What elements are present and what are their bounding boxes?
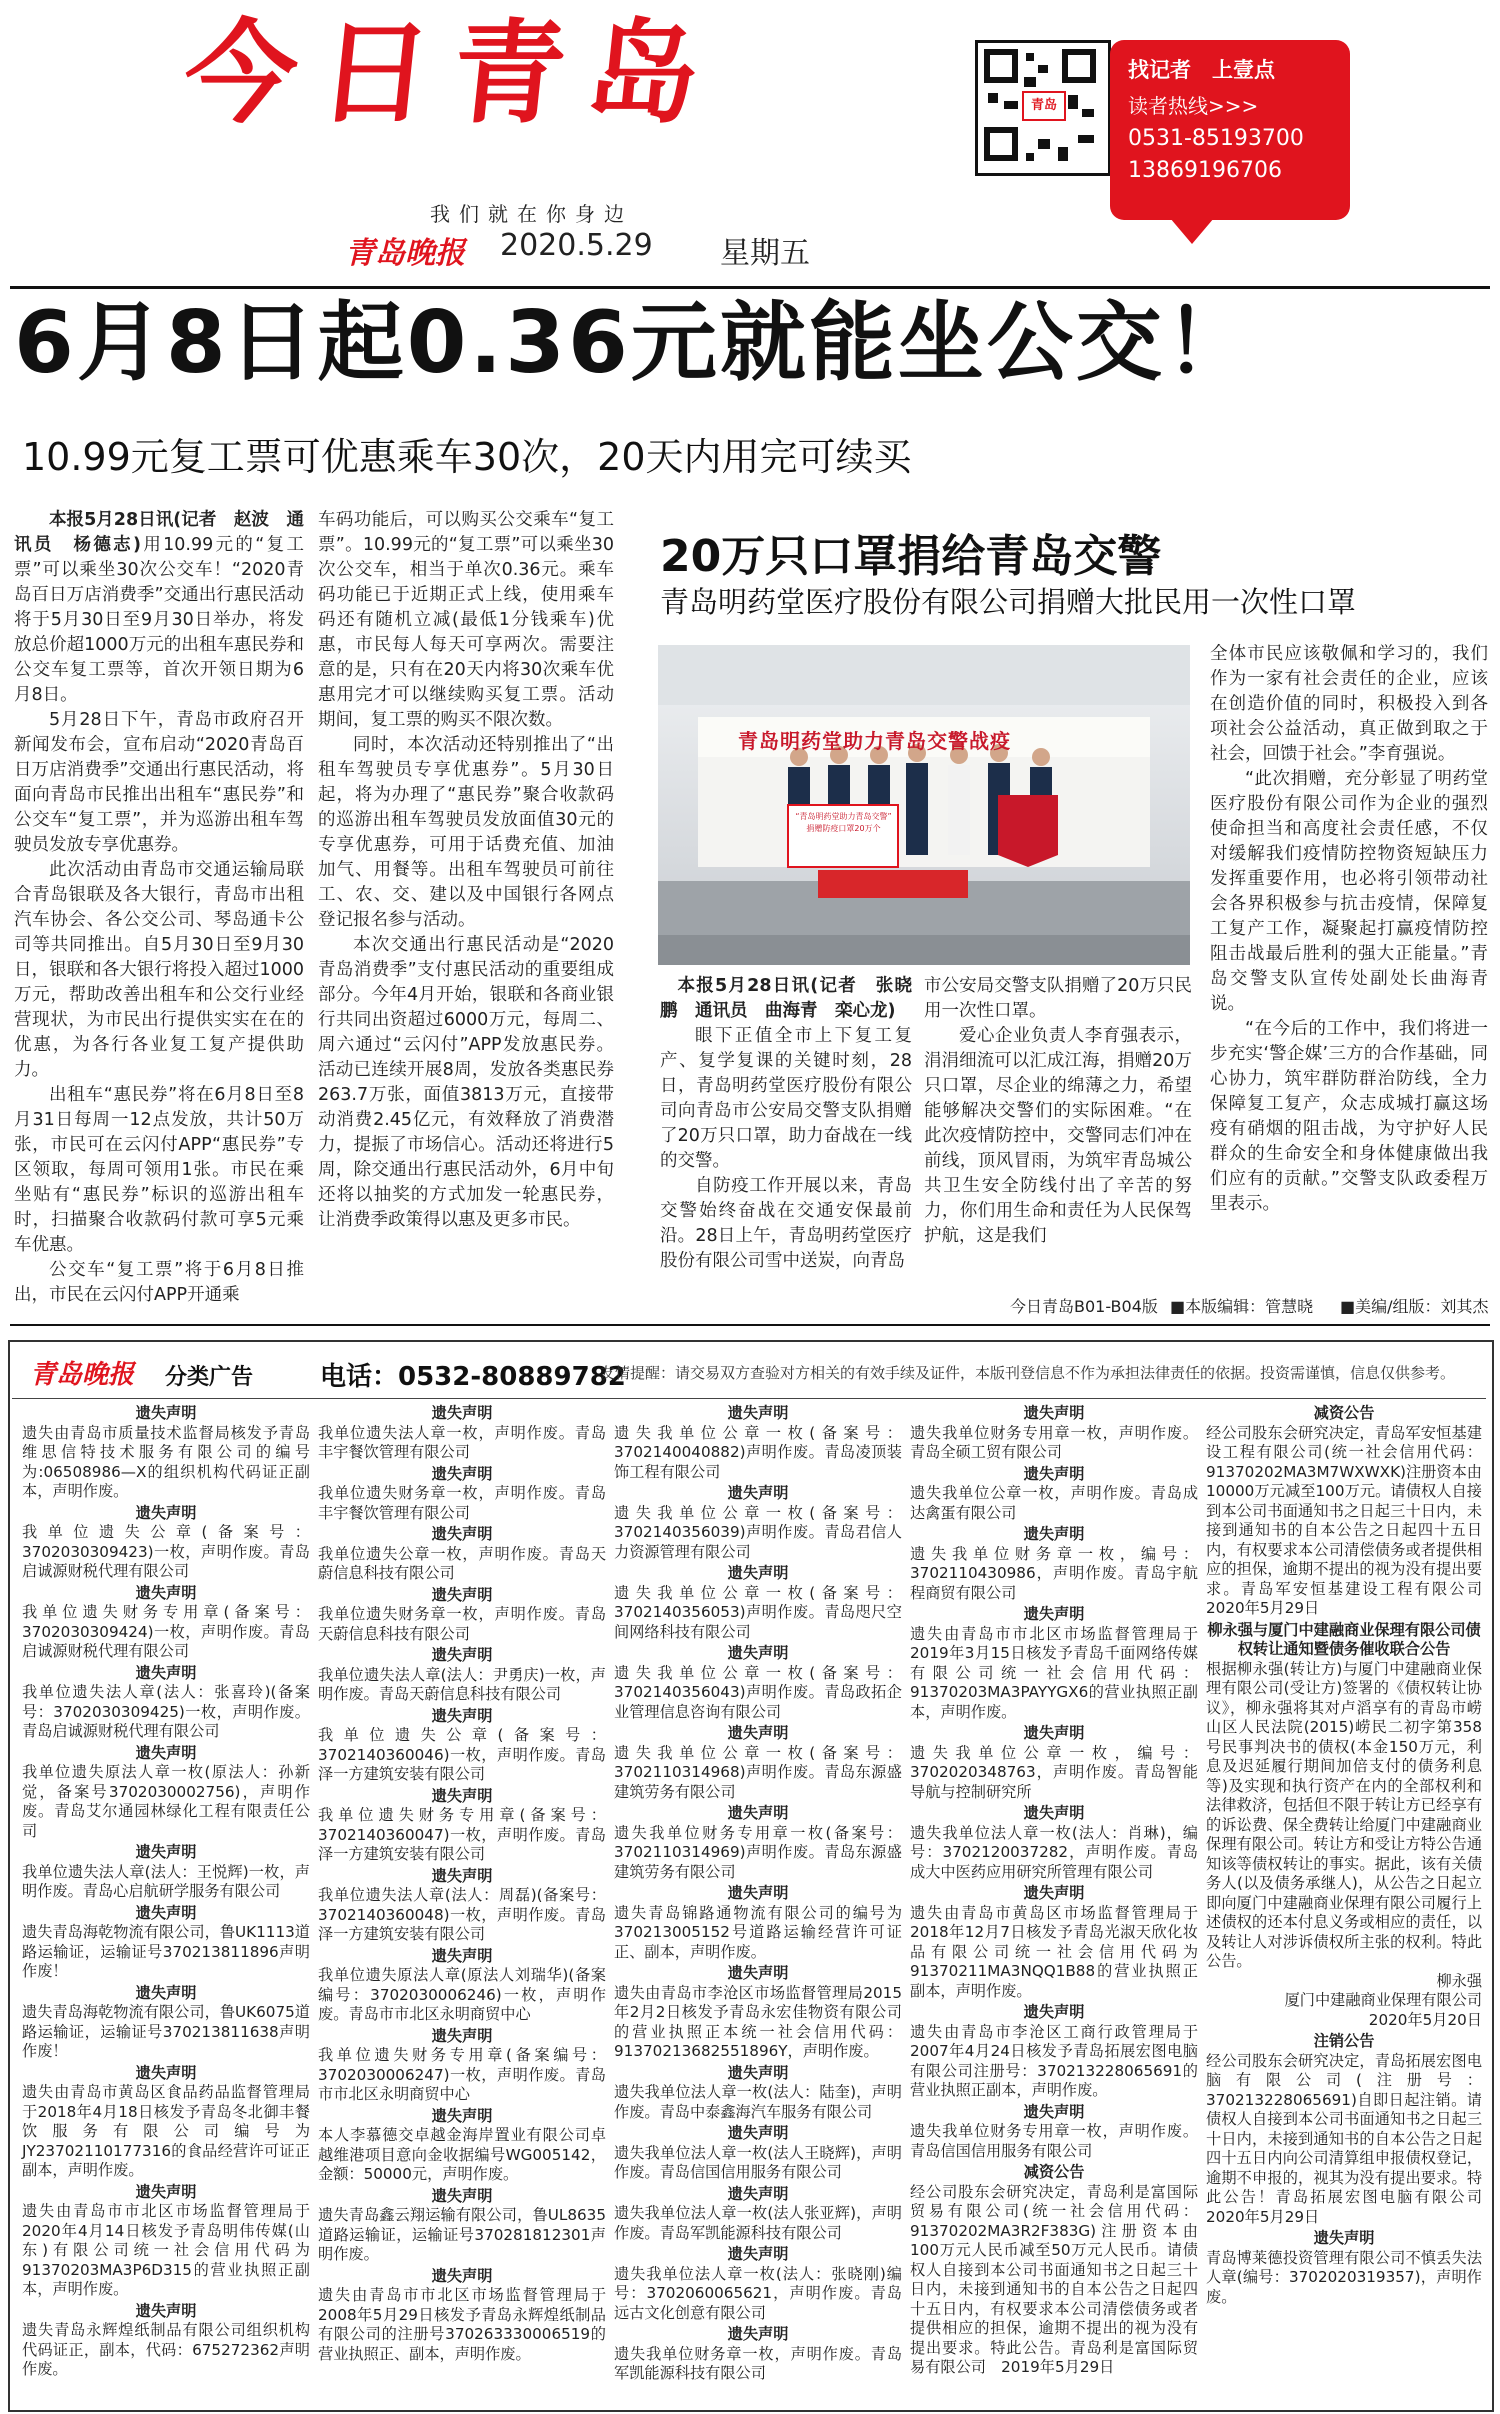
ads-column (614, 1402, 902, 2402)
paragraph: 自防疫工作开展以来，青岛交警始终奋战在交通安保最前沿。28日上午，青岛明药堂医疗股份有限公司雪中送炭，向青岛 (660, 1176, 912, 1271)
ad-title: 柳永强与厦门中建融商业保理有限公司债权转让通知暨债务催收联合公告 (1207, 1620, 1481, 1658)
ad-body: 我单位遗失法人章(法人：王悦辉)一枚，声明作废。青岛心启航研学服务有限公司 (22, 1862, 310, 1900)
ad-title: 遗失声明 (727, 2325, 789, 2343)
ad-body: 经公司股东会研究决定，青岛拓展宏图电脑有限公司(注册号：370213228065691)自即日起注销。请债权人自接到本公司书面通知书之日起三十日内，未接到通知书的自本公告之日起四十五日内向公司清算组申报债权登记，逾期不申报的，视其为没有提出要求。特此公告！青岛拓展宏图电脑有限公司 2020年5月29日 (1206, 2051, 1498, 2226)
masthead-title: 今日青岛 (178, 9, 728, 139)
ad-title: 遗失声明 (431, 1404, 493, 1422)
ad-title: 减资公告 (1023, 2163, 1085, 2181)
ad-body: 遗失由青岛市黄岛区市场监督管理局于2018年12月7日核发予青岛光淑天欣化妆品有限公司统一社会信用代码为91370211MA3NQQ1B88的营业执照正副本，声明作废。 (910, 1903, 1198, 2000)
ad-body: 遗失我单位法人章一枚(法人张亚辉)，声明作废。青岛军凯能源科技有限公司 (614, 2204, 902, 2242)
ad-body: 我单位遗失法人章(法人：张喜玲)(备案号：3702030309425)一枚，声明作废。青岛启诚源财税代理有限公司 (22, 1683, 310, 1740)
byline: 本报5月28日讯(记者 赵波 通讯员 杨德志) (14, 510, 304, 555)
ad-body: 我单位遗失公章(备案号：3702140360046)一枚，声明作废。青岛泽一方建筑安装有限公司 (318, 1726, 606, 1783)
ad-title: 注销公告 (1313, 2032, 1375, 2050)
ads-column (22, 1402, 310, 2402)
ad-body: 遗失我单位公章一枚，声明作废。青岛成达禽蛋有限公司 (910, 1484, 1198, 1522)
ad-body: 遗失我单位公章一枚(备案号：3702140356053)声明作废。青岛咫尺空间网络科技有限公司 (614, 1583, 902, 1641)
hotline-phone: 0531-85193700 (1128, 126, 1304, 151)
hotline-box (1110, 40, 1350, 220)
ad-title: 遗失声明 (1023, 1404, 1085, 1422)
ads-disclaimer: 友情提醒：请交易双方查验对方相关的有效手续及证件，本版刊登信息不作为承担法律责任的依据。投资需谨慎，信息仅供参考。 (600, 1364, 1456, 1382)
ad-body: 遗失我单位法人章一枚(法人：肖琳)，编号：3702120037282，声明作废。青岛成大中医药应用研究所管理有限公司 (910, 1823, 1198, 1881)
ad-title: 遗失声明 (727, 1644, 789, 1662)
footer-editor: ■本版编辑：管慧晓 (1170, 1297, 1314, 1316)
ads-column (910, 1402, 1198, 2402)
paragraph: 5月28日下午，青岛市政府召开新闻发布会，宣布启动“2020青岛百日万店消费季”交通出行惠民活动，将面向青岛市民推出出租车“惠民券”和公交车“复工票”，并为巡游出租车驾驶员发放专享优惠券。 (14, 710, 304, 855)
ad-title: 遗失声明 (1023, 1884, 1085, 1902)
paragraph: 全体市民应该敬佩和学习的，我们作为一家有社会责任的企业，应该在创造价值的同时，积极投入到各项社会公益活动，真正做到取之于社会，回馈于社会。”李育强说。 (1210, 644, 1488, 764)
ads-brand: 青岛晚报 (30, 1360, 135, 1390)
ad-body: 我单位遗失财务章一枚，声明作废。青岛天蔚信息科技有限公司 (318, 1605, 606, 1643)
ad-body: 我单位遗失法人章一枚，声明作废。青岛丰宇餐饮管理有限公司 (318, 1423, 606, 1461)
ad-title: 遗失声明 (135, 1843, 197, 1861)
ad-title: 遗失声明 (727, 2184, 789, 2203)
photo-sign-line: “青岛明药堂助力青岛交警” (795, 812, 892, 821)
hotline-phone: 13869196706 (1128, 158, 1282, 183)
ad-title: 遗失声明 (727, 1724, 789, 1742)
ad-title: 遗失声明 (431, 2266, 493, 2285)
ad-body: 遗失我单位公章一枚(备案号：3702140040882)声明作废。青岛凌顶装饰工程有限公司 (614, 1423, 902, 1481)
paragraph: 市公安局交警支队捐赠了20万只民用一次性口罩。 (924, 976, 1192, 1021)
ad-title: 遗失声明 (431, 1946, 493, 1965)
ad-body: 柳永强 厦门中建融商业保理有限公司 2020年5月20日 (1284, 1971, 1482, 2029)
ad-body: 我单位遗失财务专用章(备案编号：3702030006247)一枚，声明作废。青岛市市北区永明商贸中心 (318, 2046, 606, 2103)
ad-body: 遗失我单位法人章一枚(法人王晓辉)，声明作废。青岛信国信用服务有限公司 (614, 2143, 902, 2181)
paragraph: “此次捐赠，充分彰显了明药堂医疗股份有限公司作为企业的强烈使命担当和高度社会责任感，不仅对缓解我们疫情防控物资短缺压力发挥重要作用，也必将引领带动社会各界积极参与抗击疫情，保障复工复产工作，凝聚起打赢疫情防控阻击战最后胜利的强大正能量。”青岛交警支队宣传处副处长曲海青说。 (1210, 769, 1488, 1014)
side-headline: 20万只口罩捐给青岛交警 (660, 531, 1162, 582)
ad-body: 遗失我单位财务专用章一枚，声明作废。青岛信国信用服务有限公司 (910, 2122, 1198, 2160)
ad-title: 遗失声明 (431, 2186, 493, 2205)
article-column (14, 508, 304, 1305)
ad-title: 遗失声明 (135, 1404, 197, 1422)
headline: 6月8日起0.36元就能坐公交！ (14, 293, 1254, 393)
ad-title: 遗失声明 (135, 2063, 197, 2082)
ad-title: 遗失声明 (135, 1983, 197, 2002)
ad-title: 遗失声明 (727, 1964, 789, 1982)
article-column (660, 974, 912, 1282)
ad-title: 遗失声明 (431, 2026, 493, 2045)
ad-body: 我单位遗失财务章一枚，声明作废。青岛丰宇餐饮管理有限公司 (318, 1484, 606, 1522)
ad-body: 遗失我单位财务章一枚，声明作废。青岛军凯能源科技有限公司 (614, 2344, 902, 2382)
paragraph: 公交车“复工票”将于6月8日推出，市民在云闪付APP开通乘 (14, 1260, 304, 1305)
side-subheadline: 青岛明药堂医疗股份有限公司捐赠大批民用一次性口罩 (660, 585, 1357, 619)
ad-title: 遗失声明 (135, 1503, 197, 1522)
paragraph: 用10.99元的“复工票”可以乘坐30次公交车！“2020青岛百日万店消费季”交通出行惠民活动将于5月30日至9月30日举办，将发放总价超1000万元的出租车惠民券和公交车复工票等，首次开领日期为6月8日。 (14, 535, 304, 705)
ad-title: 遗失声明 (727, 2063, 789, 2082)
ad-title: 遗失声明 (727, 1404, 789, 1422)
ad-body: 遗失由青岛市市北区市场监督管理局于2008年5月29日核发予青岛永辉煌纸制品有限公司的注册号370263330006519的营业执照正、副本，声明作废。 (318, 2286, 606, 2363)
paragraph: 出租车“惠民券”将在6月8日至8月31日每周一12点发放，共计50万张，市民可在云闪付APP“惠民券”专区领取，每周可领用1张。市民在乘坐贴有“惠民券”标识的巡游出租车时，扫描聚合收款码付款可享5元乘车优惠。 (14, 1085, 304, 1255)
ad-body: 经公司股东会研究决定，青岛利是富国际贸易有限公司(统一社会信用代码：91370202MA3R2F383G)注册资本由100万元人民币减至50万元人民币。请债权人自接到本公司书面通知书之日起三十日内，未接到通知书的自本公告之日起四十五日内，有权要求本公司清偿债务或者提供相应的担保，逾期不提出的视为没有提出要求。特此公告。青岛利是富国际贸易有限公司 2019年5月29日 (910, 2182, 1198, 2376)
masthead-slogan: 我们就在你身边 (430, 202, 633, 226)
ad-title: 遗失声明 (1023, 1525, 1085, 1543)
issue-weekday: 星期五 (720, 236, 810, 271)
photo-sign-line: 捐赠防疫口罩20万个 (806, 824, 881, 833)
footer-pages: 今日青岛B01-B04版 (1010, 1297, 1158, 1316)
footer-designer: ■美编/组版：刘其杰 (1340, 1297, 1489, 1316)
ad-body: 我单位遗失原法人章一枚(原法人：孙新觉，备案号3702030002756)，声明作废。青岛艾尔通园林绿化工程有限责任公司 (22, 1763, 310, 1840)
paragraph: 爱心企业负责人李育强表示，涓涓细流可以汇成江海，捐赠20万只口罩，尽企业的绵薄之力，希望能够解决交警们的实际困难。“在此次疫情防控中，交警同志们冲在前线，顶风冒雨，为筑牢青岛城公共卫生安全防线付出了辛苦的努力，你们用生命和责任为人民保驾护航，这是我们 (924, 1026, 1192, 1246)
ad-body: 遗失我单位公章一枚(备案号：3702140356043)声明作废。青岛政拓企业管理信息咨询有限公司 (614, 1663, 902, 1721)
paper-logo: 青岛晚报 (345, 236, 465, 271)
ad-title: 遗失声明 (1313, 2229, 1375, 2247)
ad-title: 遗失声明 (727, 1484, 789, 1502)
ad-title: 遗失声明 (1023, 1724, 1085, 1742)
divider (10, 1324, 1490, 1326)
paragraph: 此次活动由青岛市交通运输局联合青岛银联及各大银行，青岛市出租汽车协会、各公交公司、琴岛通卡公司等共同推出。自5月30日至9月30日，银联和各大银行将投入超过1000万元，帮助改善出租车和公交行业经营现状，为市民出行提供实实在在的优惠，为各行各业复工复产提供助力。 (14, 860, 304, 1080)
qr-code-icon[interactable] (975, 40, 1111, 176)
ad-title: 遗失声明 (135, 1743, 197, 1762)
ad-title: 遗失声明 (431, 1525, 493, 1543)
ad-body: 我单位遗失法人章(法人：尹勇庆)一枚，声明作废。青岛天蔚信息科技有限公司 (318, 1665, 606, 1703)
ad-title: 遗失声明 (727, 1564, 789, 1582)
article-column (318, 508, 614, 1288)
ad-body: 遗失青岛海乾物流有限公司，鲁UK1113道路运输证，运输证号370213811896声明作废！ (22, 1923, 310, 1980)
ad-body: 遗失由青岛市李沧区工商行政管理局于2007年4月24日核发予青岛拓展宏图电脑有限公司注册号：370213228065691的营业执照正副本，声明作废。 (910, 2022, 1198, 2099)
ad-body: 遗失我单位公章一枚(备案号：3702110314968)声明作废。青岛东源盛建筑劳务有限公司 (614, 1743, 902, 1801)
ad-title: 遗失声明 (431, 1585, 493, 1604)
ad-body: 遗失青岛海乾物流有限公司，鲁UK6075道路运输证，运输证号370213811638声明作废！ (22, 2003, 310, 2060)
ad-body: 遗失我单位法人章一枚(法人：陆奎)，声明作废。青岛中泰鑫海汽车服务有限公司 (614, 2083, 902, 2121)
ad-title: 遗失声明 (431, 1646, 493, 1664)
ads-column (1206, 1402, 1498, 2402)
ad-body: 遗失我单位法人章一枚(法人：张晓刚)编号：3702060065621，声明作废。青岛远古文化创意有限公司 (614, 2264, 902, 2322)
ad-title: 遗失声明 (135, 1663, 197, 1682)
ad-body: 遗失青岛永辉煌纸制品有限公司组织机构代码证正，副本，代码：675272362声明作废。 (22, 2321, 310, 2378)
hotline-label: 找记者 上壹点 (1128, 58, 1275, 82)
ad-body: 我单位遗失公章(备案号：3702030309423)一枚，声明作废。青岛启诚源财税代理有限公司 (22, 1523, 310, 1580)
ad-body: 遗失由青岛市市北区市场监督管理局于2020年4月14日核发予青岛明伟传媒(山东)有限公司统一社会信用代码为91370203MA3P6D315的营业执照正副本，声明作废。 (22, 2202, 310, 2298)
paragraph: 眼下正值全市上下复工复产、复学复课的关键时刻，28日，青岛明药堂医疗股份有限公司向青岛市公安局交警支队捐赠了20万只口罩，助力奋战在一线的交警。 (660, 1026, 912, 1171)
ad-title: 遗失声明 (1023, 1804, 1085, 1822)
ad-title: 遗失声明 (431, 1706, 493, 1725)
article-column (924, 974, 1192, 1282)
ad-body: 我单位遗失公章一枚，声明作废。青岛天蔚信息科技有限公司 (318, 1544, 606, 1582)
byline: 本报5月28日讯(记者 张晓鹏 通讯员 曲海青 栾心龙) (660, 976, 912, 1021)
hotline-tail (1170, 218, 1214, 244)
ad-title: 遗失声明 (727, 1804, 789, 1822)
news-photo (658, 645, 1190, 965)
paragraph: 车码功能后，可以购买公交乘车“复工票”。10.99元的“复工票”可以乘坐30次公交车，相当于单次0.36元。乘车码功能已于近期正式上线，使用乘车码还有随机立减(最低1分钱乘车)优惠，市民每人每天可享两次。需要注意的是，只有在20天内将30次乘车优惠用完才可以继续购买复工票。活动期间，复工票的购买不限次数。 (318, 510, 614, 730)
ad-body: 我单位遗失财务专用章(备案号：3702140360047)一枚，声明作废。青岛泽一方建筑安装有限公司 (318, 1806, 606, 1863)
qr-logo: 青岛 (1022, 91, 1066, 121)
photo-sign-text (791, 811, 896, 835)
paragraph: 本次交通出行惠民活动是“2020青岛消费季”支付惠民活动的重要组成部分。今年4月开始，银联和各商业银行共同出资超过6000万元，每周二、周六通过“云闪付”APP发放惠民券。活动已连续开展8周，发放各类惠民券263.7万张，面值3813万元，直接带动消费2.45亿元，有效释放了消费潜力，提振了市场信心。活动还将进行5周，除交通出行惠民活动外，6月中旬还将以抽奖的方式加发一轮惠民券，让消费季政策得以惠及更多市民。 (318, 935, 614, 1230)
ad-title: 遗失声明 (727, 2124, 789, 2142)
ad-body: 遗失青岛鑫云翔运输有限公司，鲁UL8635道路运输证，运输证号370281812301声明作废。 (318, 2206, 606, 2263)
ad-title: 遗失声明 (1023, 1464, 1085, 1483)
article-column (1210, 642, 1488, 1282)
ad-title: 遗失声明 (1023, 2102, 1085, 2121)
ads-phone: 电话：0532-80889782 (320, 1362, 626, 1392)
ad-title: 遗失声明 (135, 1583, 197, 1602)
subheadline: 10.99元复工票可优惠乘车30次，20天内用完可续买 (22, 435, 912, 479)
ad-body: 本人李慕德交卓越金海岸置业有限公司卓越维港项目意向金收据编号WG005142，金额：50000元，声明作废。 (318, 2126, 606, 2183)
ad-body: 我单位遗失原法人章(原法人刘瑞华)(备案编号：3702030006246)一枚，声明作废。青岛市市北区永明商贸中心 (318, 1966, 606, 2023)
ad-body: 经公司股东会研究决定，青岛军安恒基建设工程有限公司(统一社会信用代码：91370202MA3M7WXWXK)注册资本由10000万元减至100万元。请债权人自接到本公司书面通知书之日起三十日内，未接到通知书的自本公告之日起四十五日内，有权要求本公司清偿债务或者提供相应的担保，逾期不提出的视为没有提出要求。青岛军安恒基建设工程有限公司 2020年5月29日 (1206, 1423, 1498, 1617)
hotline-label: 读者热线>>> (1128, 94, 1259, 118)
paragraph: “在今后的工作中，我们将进一步充实‘警企媒’三方的合作基础，同心协力，筑牢群防群治防线，全力保障复工复产，众志成城打赢这场疫有硝烟的阻击战，为守护好人民群众的生命安全和身体健康做出我们应有的贡献。”交警支队政委程万里表示。 (1210, 1019, 1488, 1214)
ad-title: 遗失声明 (431, 1866, 493, 1885)
ad-body: 遗失由青岛市市北区市场监督管理局于2019年3月15日核发予青岛千面网络传媒有限公司统一社会信用代码：91370203MA3PAYYGX6的营业执照正副本，声明作废。 (910, 1624, 1198, 1721)
ad-body: 我单位遗失财务专用章(备案号：3702030309424)一枚，声明作废。青岛启诚源财税代理有限公司 (22, 1603, 310, 1660)
ads-column (318, 1402, 606, 2402)
ad-title: 遗失声明 (727, 1884, 789, 1902)
ad-body: 青岛博莱德投资管理有限公司不慎丢失法人章(编号：3702020319357)，声明作废。 (1206, 2248, 1482, 2306)
ad-title: 遗失声明 (135, 2182, 197, 2201)
ad-body: 遗失由青岛市黄岛区食品药品监督管理局于2018年4月18日核发予青岛冬北御丰餐饮服务有限公司编号为JY23702110177316的食品经营许可证正副本，声明作废。 (22, 2083, 310, 2179)
photo-banner-text: 青岛明药堂助力青岛交警战疫 (738, 729, 1011, 753)
ad-title: 遗失声明 (431, 1786, 493, 1805)
ad-title: 遗失声明 (1023, 2003, 1085, 2021)
ad-body: 我单位遗失法人章(法人：周磊)(备案号：3702140360048)一枚，声明作废。青岛泽一方建筑安装有限公司 (318, 1886, 606, 1943)
ad-body: 遗失我单位财务专用章一枚，声明作废。青岛全硕工贸有限公司 (910, 1423, 1198, 1461)
ad-body: 遗失我单位公章一枚(备案号：3702140356039)声明作废。青岛君信人力资源管理有限公司 (614, 1503, 902, 1561)
ads-category: 分类广告 (165, 1365, 254, 1390)
ad-body: 遗失由青岛市李沧区市场监督管理局2015年2月2日核发予青岛永宏佳物资有限公司的营业执照正本统一社会信用代码：91370213682551896Y，声明作废。 (614, 1983, 902, 2060)
ad-title: 遗失声明 (135, 1903, 197, 1922)
ad-title: 遗失声明 (1023, 1605, 1085, 1623)
divider (12, 1398, 1486, 1399)
ad-body: 遗失我单位公章一枚，编号：3702020348763，声明作废。青岛智能导航与控制研究所 (910, 1743, 1198, 1801)
ad-title: 遗失声明 (431, 2106, 493, 2125)
ad-body: 遗失我单位财务章一枚，编号：3702110430986，声明作废。青岛宇航程商贸有限公司 (910, 1544, 1198, 1602)
ad-title: 减资公告 (1313, 1404, 1375, 1422)
ad-body: 根据柳永强(转让方)与厦门中建融商业保理有限公司(受让方)签署的《债权转让协议》，柳永强将其对卢滔享有的青岛市崂山区人民法院(2015)崂民二初字第358号民事判决书的债权(本金150万元，利息及迟延履行期间加倍支付的债务利息等)及实现和执行资产在内的全部权利和法律救济，包括但不限于转让方已经享有的诉讼费、保全费转让给厦门中建融商业保理有限公司。转让方和受让方特公告通知该等债权转让的事实。据此，该有关债务人(以及债务承继人)，从公告之日起立即向厦门中建融商业保理有限公司履行上述债权的还本付息义务或相应的责任，以及转让人对涉诉债权所主张的权利。特此公告。 (1206, 1659, 1482, 1970)
divider (10, 286, 1490, 289)
ad-title: 遗失声明 (431, 1464, 493, 1483)
ad-body: 遗失由青岛市质量技术监督局核发予青岛维思信特技术服务有限公司的编号为:06508986—X的组织机构代码证正副本，声明作废。 (22, 1423, 310, 1500)
paragraph: 同时，本次活动还特别推出了“出租车驾驶员专享优惠券”。5月30日起，将为办理了“惠民券”聚合收款码的巡游出租车驾驶员发放面值30元的专享优惠券，可用于话费充值、加油加气、用餐等。出租车驾驶员可前往工、农、交、建以及中国银行各网点登记报名参与活动。 (318, 735, 614, 930)
issue-date: 2020.5.29 (500, 228, 653, 263)
ad-body: 遗失我单位财务专用章一枚(备案号：3702110314969)声明作废。青岛东源盛建筑劳务有限公司 (614, 1823, 902, 1881)
ad-title: 遗失声明 (727, 2245, 789, 2263)
ad-title: 遗失声明 (135, 2301, 197, 2320)
ad-body: 遗失青岛锦路通物流有限公司的编号为370213005152号道路运输经营许可证正、副本，声明作废。 (614, 1903, 902, 1961)
